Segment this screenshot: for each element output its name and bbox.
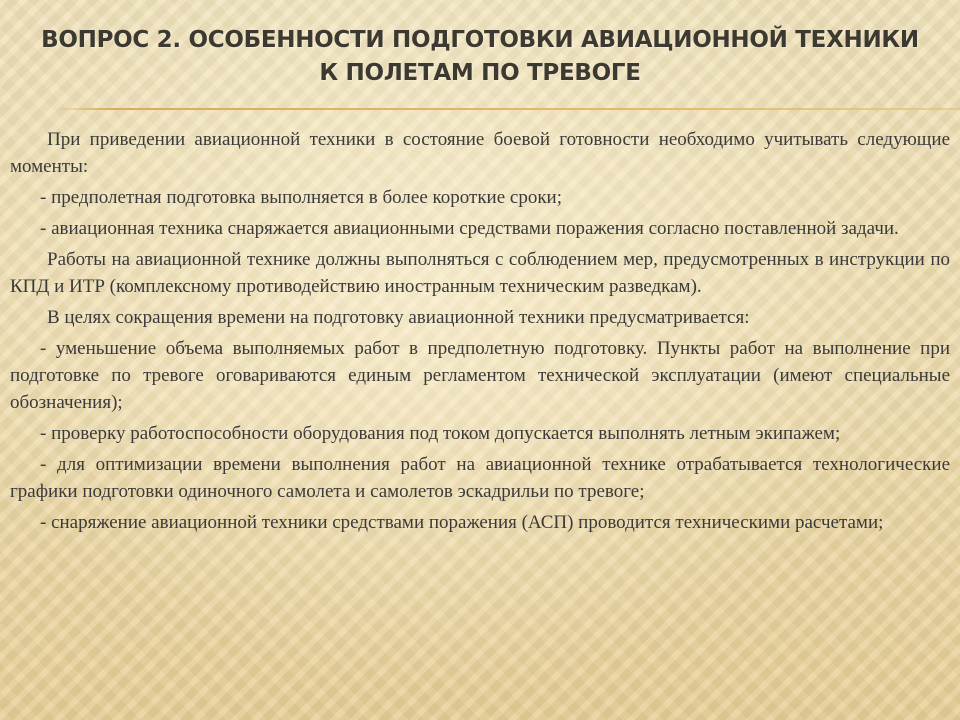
slide-body [10, 126, 950, 720]
title-divider [54, 108, 960, 110]
body-bullet-asp-loading: - снаряжение авиационной техники средствами поражения (АСП) проводится техническими расчетами; [40, 512, 884, 533]
body-paragraph-time-reduction: В целях сокращения времени на подготовку авиационной техники предусматривается: [47, 307, 750, 328]
body-bullet-work-volume: - уменьшение объема выполняемых работ в предполетную подготовку. Пункты работ на выполнение при подготовке по тревоге оговариваются единым регламентом технической эксплуатации (имеют специальные обозначения); [10, 338, 950, 413]
body-paragraph-kpd-itr: Работы на авиационной технике должны выполняться с соблюдением мер, предусмотренных в инструкции по КПД и ИТР (комплексному противодействию иностранным техническим разведкам). [10, 249, 950, 297]
body-bullet-equipment-check: - проверку работоспособности оборудования под током допускается выполнять летным экипажем; [40, 423, 841, 444]
body-paragraph-intro: При приведении авиационной техники в состояние боевой готовности необходимо учитывать следующие моменты: [10, 129, 950, 177]
body-bullet-preflight: - предполетная подготовка выполняется в более короткие сроки; [40, 187, 563, 208]
body-bullet-weapons: - авиационная техника снаряжается авиационными средствами поражения согласно поставленной задачи. [40, 218, 899, 239]
body-bullet-tech-schedules: - для оптимизации времени выполнения работ на авиационной технике отрабатывается технологические графики подготовки одиночного самолета и самолетов эскадрильи по тревоге; [10, 454, 950, 502]
slide-title: ВОПРОС 2. ОСОБЕННОСТИ ПОДГОТОВКИ АВИАЦИОННОЙ ТЕХНИКИ К ПОЛЕТАМ ПО ТРЕВОГЕ [41, 27, 919, 86]
